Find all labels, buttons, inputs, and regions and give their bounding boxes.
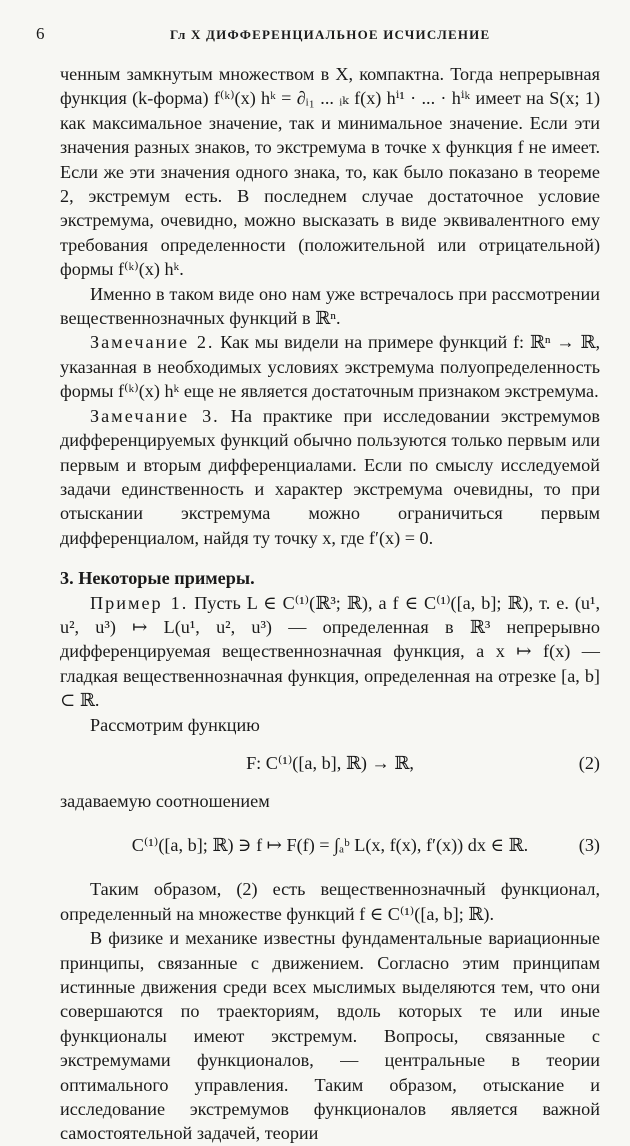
paragraph: Именно в таком виде оно нам уже встречалось при рассмотрении вещественнозначных функций в ℝⁿ. xyxy=(60,283,600,329)
page-number: 6 xyxy=(36,24,45,43)
remark-3 xyxy=(60,404,600,550)
remark-2-label: Замечание 2. xyxy=(90,332,215,353)
consider-line: Рассмотрим функцию xyxy=(90,714,260,735)
paragraph-continuation: ченным замкнутым множеством в X, компактна. Тогда непрерывная функция (k-форма) f⁽ᵏ⁾(x) hᵏ = ∂ᵢ₁ ... ᵢₖ f(x) hⁱ¹ · ... · hⁱᵏ имеет на S(x; 1) как максимальное значение, так и минимальное значение. Если эти значения разных знаков, то экстремума в точке x функция f не имеет. Если же эти значения одного знака, то, как было показано в теореме 2, экстремум есть. В последнем случае достаточное условие экстремума, очевидно, можно высказать в виде эквивалентного ему требования определенности (положительной или отрицательной) формы f⁽ᵏ⁾(x) hᵏ. xyxy=(60,64,600,280)
paragraph: В физике и механике известны фундаментальные вариационные принципы, связанные с движением. Согласно этим принципам истинные движения среди всех мыслимых выделяются тем, что они совершаются по траекториям, вдоль которых те или иные функционалы имеют экстремум. Вопросы, связанные с экстремумами функционалов, — центральные в теории оптимального управления. Таким образом, отыскание и исследование экстремумов функционалов является важной самостоятельной задачей, теории xyxy=(60,928,600,1144)
remark-2-text: Как мы видели на примере функций f: ℝⁿ → ℝ, указанная в необходимых условиях экстремума полуопределенность формы f⁽ᵏ⁾(x) hᵏ еще не является достаточным признаком экстремума. xyxy=(60,332,600,402)
running-title: Гл X ДИФФЕРЕНЦИАЛЬНОЕ ИСЧИСЛЕНИЕ xyxy=(170,27,491,42)
formula-2-expression: F: C⁽¹⁾([a, b], ℝ) → ℝ, xyxy=(246,752,414,773)
section-gap xyxy=(60,550,600,566)
formula-3-number: (3) xyxy=(578,835,600,856)
paragraph: Таким образом, (2) есть вещественнозначный функционал, определенный на множестве функций f ∈ C⁽¹⁾([a, b]; ℝ). xyxy=(60,879,600,924)
section-heading: 3. Некоторые примеры. xyxy=(60,568,255,589)
remark-3-text: На практике при исследовании экстремумов дифференцируемых функций обычно пользуются только первым или первым и вторым дифференциалами. Если по смыслу исследуемой задачи единственность и характер экстремума очевидны, то при отыскании экстремума можно ограничиться первым дифференциалом, найдя ту точку x, где f′(x) = 0. xyxy=(60,405,600,548)
example-1-label: Пример 1. xyxy=(90,592,189,613)
running-head xyxy=(30,18,600,48)
remark-2 xyxy=(60,330,600,403)
example-1-text: Пусть L ∈ C⁽¹⁾(ℝ³; ℝ), а f ∈ C⁽¹⁾([a, b]; ℝ), т. е. (u¹, u², u³) ↦ L(u¹, u², u³) — определенная в ℝ³ непрерывно дифференцируемая вещественнозначная функция, а x ↦ f(x) — гладкая вещественнозначная функция, определенная на отрезке [a, b] ⊂ ℝ. xyxy=(60,592,601,711)
formula-3-expression: C⁽¹⁾([a, b]; ℝ) ∋ f ↦ F(f) = ∫ₐᵇ L(x, f(x), f′(x)) dx ∈ ℝ. xyxy=(131,835,529,856)
formula-2-number: (2) xyxy=(578,752,600,773)
given-by-line: задаваемую соотношением xyxy=(60,790,270,811)
remark-3-label: Замечание 3. xyxy=(90,405,220,426)
example-1 xyxy=(60,591,600,713)
formula-2 xyxy=(60,737,600,789)
text-body xyxy=(60,62,600,1146)
formula-3 xyxy=(60,813,600,877)
